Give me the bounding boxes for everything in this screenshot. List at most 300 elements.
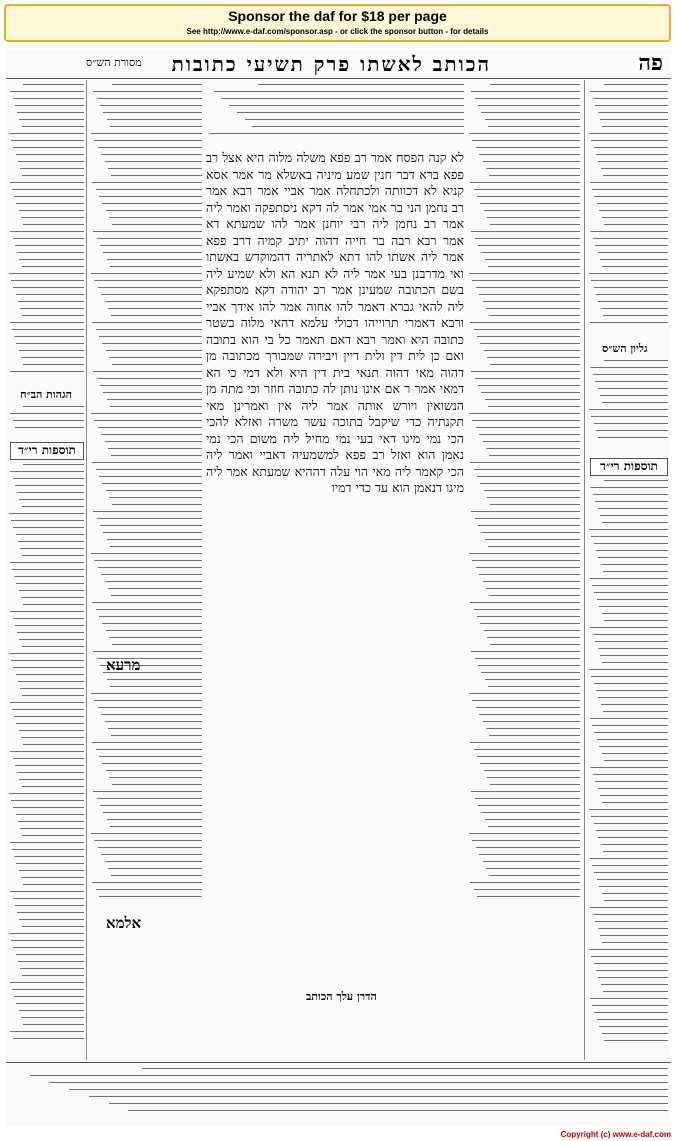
sponsor-subtitle[interactable]: See http://www.e-daf.com/sponsor.asp - or click the sponsor button - for details <box>186 27 489 36</box>
text-line <box>589 949 668 950</box>
text-line <box>488 546 580 547</box>
text-line <box>601 704 668 705</box>
text-line <box>600 119 668 120</box>
text-line <box>483 441 580 442</box>
text-line <box>112 504 202 505</box>
text-line <box>598 301 668 302</box>
gemara-text: לא קנה הפסח אמר רב פפא משלה מלוה היא אצל רב פפא ברא דבר חנין שמע מיניה באשלא מר אמר אסא קניא לא דכוותה ולכתחלה אמר אביי אמר רבא אמר רב נחמן הני בר אמי אמר לה דקא ניסתפקה ואמר ליה אמר רב נחמן ליה רבי יוחנן אמר להו שמעתא דא אמר רבא רבה בר חייה דהוה יתיב קמיה דרב פפא אמר ליה אשתו להו דתא לאתריה דהמוקדש באשתו ואי מדרבנן בעי אמר ליה לא תנא הא ולא שמיע ליה בשם הכתובה שמעינן אמר רב יהודה דקא מסתפקא ליה להאי גברא דאמר להו אחוה אמר להו אידך אביי ורבא דאמרי תרוייהו דכולי עלמא דהאי מלוה בשטר כתובה היא ואמר רבא דאם תאמר כל בי הוא בתובה ואם כן לית דין ולית דיין ויבירה שמבורך מכתובה מן דהוה מאי דהוה תנאי בית דין היא ולא דמי כי הא דמאי אמר ר אם אינו נותן לה כתובה חוזר וכי מתה מן הנשואין ויורש אותה אמר ליה אין ואמרינן מאי תקנתיה כדי שיקבל בתוכה עשר משרה ואזלא להכי הכי נמי מיגו דאי בעי נמי מחיל ליה משום הכי נמי נאמן הוא ואזל רב פפא למשמעיה דאביי ואמר ליה הכי קאמר ליה מאי הוי עלה דההיא שמעתא אמר ליה מיגו דנאמן הוא עד כדי דמיו <box>206 150 464 495</box>
text-line <box>601 308 668 309</box>
text-line <box>483 861 580 862</box>
text-line <box>15 625 84 626</box>
text-line <box>603 711 668 712</box>
text-line <box>600 655 668 656</box>
text-line <box>593 238 668 239</box>
text-line <box>245 119 464 120</box>
text-line <box>22 175 84 176</box>
text-line <box>476 707 580 708</box>
text-line <box>603 315 668 316</box>
text-line <box>598 837 668 838</box>
text-line <box>481 112 580 113</box>
gemara-text-block <box>206 150 464 855</box>
text-line <box>97 98 202 99</box>
text-line <box>11 140 84 141</box>
text-line <box>94 840 202 841</box>
text-line <box>17 632 84 633</box>
text-line <box>16 814 84 815</box>
text-line <box>594 147 668 148</box>
text-line <box>478 665 580 666</box>
text-line <box>10 562 84 563</box>
text-line <box>470 742 580 743</box>
text-line <box>604 1040 668 1041</box>
text-line <box>92 322 202 323</box>
text-line <box>13 287 84 288</box>
text-line <box>479 154 580 155</box>
text-line <box>598 788 668 789</box>
daf-number: פה <box>638 50 663 76</box>
text-line <box>486 588 580 589</box>
text-line <box>22 926 84 927</box>
text-line <box>594 823 668 824</box>
text-line <box>594 543 668 544</box>
text-line <box>22 506 84 507</box>
text-line <box>101 434 202 435</box>
text-line <box>14 576 84 577</box>
hagahot-column <box>8 406 84 436</box>
text-line <box>590 487 668 488</box>
text-line <box>258 84 464 85</box>
text-line <box>478 245 580 246</box>
text-line <box>92 602 202 603</box>
text-line <box>10 1031 84 1032</box>
text-line <box>94 280 202 281</box>
right-margin-lines <box>588 84 668 323</box>
text-line <box>471 91 580 92</box>
text-line <box>471 371 580 372</box>
text-line <box>592 585 668 586</box>
text-line <box>109 357 202 358</box>
text-line <box>110 686 202 687</box>
text-line <box>13 420 84 421</box>
text-line <box>20 548 84 549</box>
text-line <box>96 329 202 330</box>
text-line <box>97 518 202 519</box>
text-line <box>593 914 668 915</box>
text-line <box>598 112 668 113</box>
text-line <box>98 287 202 288</box>
text-line <box>101 154 202 155</box>
text-line <box>602 893 668 894</box>
text-line <box>484 350 580 351</box>
text-line <box>94 420 202 421</box>
text-line <box>597 739 668 740</box>
text-line <box>472 280 580 281</box>
text-line <box>110 406 202 407</box>
text-line <box>11 280 84 281</box>
hagahot-label: הגהות הב״ח <box>20 388 72 401</box>
text-line <box>11 660 84 661</box>
text-line <box>97 378 202 379</box>
text-line <box>17 252 84 253</box>
text-line <box>97 798 202 799</box>
text-line <box>472 560 580 561</box>
text-line <box>109 637 202 638</box>
text-line <box>15 765 84 766</box>
text-line <box>590 767 668 768</box>
text-line <box>604 760 668 761</box>
text-line <box>111 455 202 456</box>
text-line <box>16 863 84 864</box>
text-line <box>599 210 668 211</box>
text-line <box>478 805 580 806</box>
text-line <box>18 681 84 682</box>
text-line <box>19 259 84 260</box>
text-line <box>92 882 202 883</box>
text-line <box>12 189 84 190</box>
text-line <box>237 112 464 113</box>
text-line <box>9 933 84 934</box>
text-line <box>594 683 668 684</box>
text-line <box>596 970 668 971</box>
sponsor-title[interactable]: Sponsor the daf for $18 per page <box>228 8 447 24</box>
text-line <box>89 1096 668 1097</box>
text-line <box>9 653 84 654</box>
text-line <box>599 606 668 607</box>
text-line <box>10 471 84 472</box>
text-line <box>106 630 202 631</box>
text-line <box>480 343 580 344</box>
text-line <box>595 381 668 382</box>
text-line <box>11 520 84 521</box>
text-line <box>602 802 668 803</box>
text-line <box>469 553 580 554</box>
text-line <box>604 620 668 621</box>
text-line <box>98 567 202 568</box>
text-line <box>590 858 668 859</box>
text-line <box>486 168 580 169</box>
left-margin-lines <box>8 84 84 372</box>
text-line <box>487 497 580 498</box>
text-line <box>209 133 464 134</box>
text-line <box>18 301 84 302</box>
text-line <box>96 749 202 750</box>
text-line <box>102 203 202 204</box>
text-line <box>10 231 84 232</box>
text-line <box>99 196 202 197</box>
text-line <box>481 252 580 253</box>
text-line <box>599 746 668 747</box>
text-line <box>105 861 202 862</box>
text-line <box>101 854 202 855</box>
text-line <box>490 644 580 645</box>
text-line <box>590 578 668 579</box>
text-line <box>112 784 202 785</box>
text-line <box>485 539 580 540</box>
text-line <box>107 259 202 260</box>
text-line <box>484 210 580 211</box>
text-line <box>109 497 202 498</box>
text-line <box>12 569 84 570</box>
text-line <box>108 588 202 589</box>
talmud-page <box>6 50 671 1126</box>
text-line <box>474 189 580 190</box>
text-line <box>94 560 202 561</box>
text-line <box>481 812 580 813</box>
text-line <box>589 409 668 410</box>
text-line <box>481 392 580 393</box>
copyright-link[interactable]: Copyright (c) www.e-daf.com <box>560 1130 671 1139</box>
text-line <box>474 469 580 470</box>
text-line <box>470 462 580 463</box>
text-line <box>10 611 84 612</box>
text-line <box>103 112 202 113</box>
text-line <box>598 508 668 509</box>
text-line <box>589 529 668 530</box>
text-line <box>591 956 668 957</box>
divider-left <box>86 80 87 1060</box>
text-line <box>10 91 84 92</box>
footnotes-block <box>10 1068 668 1122</box>
tosafot-rid-right-lines <box>588 480 668 1041</box>
tosafot-rid-left-lines <box>8 464 84 1039</box>
text-line <box>91 413 202 414</box>
gemara-top-line-set <box>206 84 464 134</box>
text-line <box>480 203 580 204</box>
text-line <box>591 676 668 677</box>
text-line <box>488 826 580 827</box>
text-line <box>475 798 580 799</box>
text-line <box>108 448 202 449</box>
text-line <box>9 793 84 794</box>
text-line <box>93 511 202 512</box>
text-line <box>480 623 580 624</box>
gilyon-label: גליון הש״ס <box>602 342 648 355</box>
text-line <box>594 1012 668 1013</box>
text-line <box>101 294 202 295</box>
text-line <box>9 133 84 134</box>
text-line <box>487 777 580 778</box>
text-line <box>111 175 202 176</box>
text-line <box>252 126 464 127</box>
text-line <box>600 395 668 396</box>
running-header <box>6 50 671 76</box>
text-line <box>98 147 202 148</box>
text-line <box>112 84 202 85</box>
text-line <box>484 490 580 491</box>
text-line <box>23 744 84 745</box>
text-line <box>469 413 580 414</box>
text-line <box>21 217 84 218</box>
text-line <box>16 294 84 295</box>
text-line <box>10 371 84 372</box>
footnote-rule <box>6 1062 671 1063</box>
text-line <box>603 851 668 852</box>
text-line <box>600 259 668 260</box>
text-line <box>16 954 84 955</box>
text-line <box>13 1038 84 1039</box>
text-line <box>601 168 668 169</box>
text-line <box>602 1033 668 1034</box>
tosafot-rid-right-column <box>588 480 668 1050</box>
text-line <box>596 430 668 431</box>
text-line <box>23 884 84 885</box>
text-line <box>592 725 668 726</box>
text-line <box>479 714 580 715</box>
text-line <box>15 427 84 428</box>
text-line <box>488 686 580 687</box>
text-line <box>93 791 202 792</box>
tosafot-rid-right-box: תוספות רי״ד <box>590 458 668 476</box>
text-line <box>109 217 202 218</box>
text-line <box>14 996 84 997</box>
text-line <box>19 590 84 591</box>
text-line <box>111 315 202 316</box>
marginal-word-2: אלמא <box>106 914 142 932</box>
text-line <box>111 595 202 596</box>
text-line <box>16 343 84 344</box>
text-line <box>598 437 668 438</box>
text-line <box>480 763 580 764</box>
text-line <box>91 833 202 834</box>
sponsor-banner[interactable] <box>4 4 671 42</box>
text-line <box>12 329 84 330</box>
text-line <box>15 905 84 906</box>
text-line <box>604 84 668 85</box>
text-line <box>20 828 84 829</box>
text-line <box>477 756 580 757</box>
text-line <box>98 847 202 848</box>
text-line <box>10 702 84 703</box>
text-line <box>16 154 84 155</box>
text-line <box>102 763 202 764</box>
text-line <box>91 553 202 554</box>
text-line <box>475 378 580 379</box>
text-line <box>21 737 84 738</box>
text-line <box>601 564 668 565</box>
text-line <box>105 441 202 442</box>
text-line <box>475 238 580 239</box>
text-line <box>475 518 580 519</box>
text-line <box>91 693 202 694</box>
text-line <box>594 423 668 424</box>
text-line <box>99 336 202 337</box>
text-line <box>485 679 580 680</box>
text-line <box>23 84 84 85</box>
text-line <box>107 679 202 680</box>
text-line <box>484 770 580 771</box>
text-line <box>479 854 580 855</box>
text-line <box>93 91 202 92</box>
text-line <box>109 777 202 778</box>
gilyon-column <box>588 360 668 450</box>
text-line <box>483 301 580 302</box>
text-line <box>485 259 580 260</box>
text-line <box>487 217 580 218</box>
text-line <box>10 842 84 843</box>
text-line <box>472 140 580 141</box>
text-line <box>103 392 202 393</box>
text-line <box>470 882 580 883</box>
text-line <box>476 567 580 568</box>
text-line <box>19 499 84 500</box>
footnotes-lines <box>10 1068 668 1111</box>
text-line <box>474 329 580 330</box>
text-line <box>469 833 580 834</box>
text-line <box>10 182 84 183</box>
text-line <box>490 224 580 225</box>
text-line <box>17 112 84 113</box>
text-line <box>477 616 580 617</box>
text-line <box>599 886 668 887</box>
text-line <box>20 968 84 969</box>
text-line <box>91 133 202 134</box>
tosafot-rid-left-box: תוספות רי״ד <box>10 442 84 460</box>
text-line <box>22 646 84 647</box>
text-line <box>596 830 668 831</box>
text-line <box>594 287 668 288</box>
text-line <box>111 735 202 736</box>
text-line <box>100 805 202 806</box>
text-line <box>102 483 202 484</box>
masoret-label: מסורת הש״ס <box>86 56 142 69</box>
text-line <box>96 469 202 470</box>
siyum-line: הדרן עלך הכותב <box>306 990 377 1003</box>
text-line <box>13 478 84 479</box>
text-line <box>19 210 84 211</box>
text-line <box>594 592 668 593</box>
text-line <box>589 133 668 134</box>
text-line <box>11 940 84 941</box>
text-line <box>100 245 202 246</box>
text-line <box>474 749 580 750</box>
hagahot-lines <box>8 406 84 428</box>
text-line <box>19 730 84 731</box>
text-line <box>19 350 84 351</box>
text-line <box>476 847 580 848</box>
text-line <box>23 224 84 225</box>
text-line <box>485 399 580 400</box>
text-line <box>16 583 84 584</box>
text-line <box>13 98 84 99</box>
text-line <box>101 714 202 715</box>
text-line <box>488 406 580 407</box>
text-line <box>591 280 668 281</box>
text-line <box>15 485 84 486</box>
text-line <box>214 91 464 92</box>
text-line <box>593 634 668 635</box>
text-line <box>590 182 668 183</box>
text-line <box>598 557 668 558</box>
text-line <box>106 490 202 491</box>
text-line <box>597 879 668 880</box>
text-line <box>22 266 84 267</box>
text-line <box>19 1010 84 1011</box>
text-line <box>471 791 580 792</box>
text-line <box>475 658 580 659</box>
text-line <box>12 709 84 710</box>
rashi-lines <box>468 84 580 897</box>
text-line <box>590 91 668 92</box>
text-line <box>112 224 202 225</box>
text-line <box>592 189 668 190</box>
text-line <box>20 168 84 169</box>
text-line <box>22 975 84 976</box>
text-line <box>107 819 202 820</box>
text-line <box>103 812 202 813</box>
text-line <box>485 819 580 820</box>
right-margin-column <box>588 84 668 334</box>
text-line <box>23 1024 84 1025</box>
